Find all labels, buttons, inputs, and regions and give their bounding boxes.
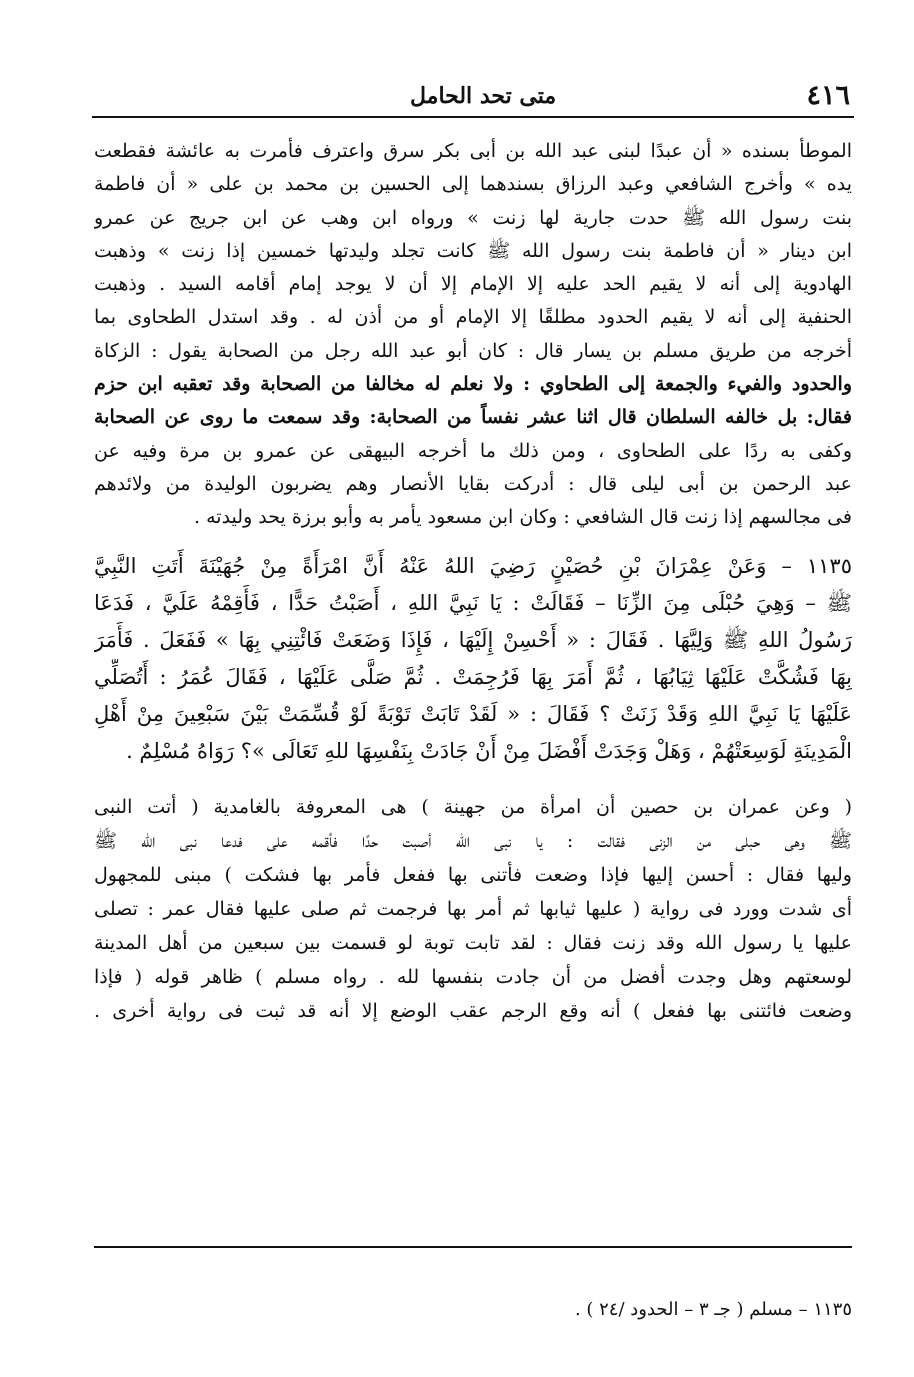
text-line: يده » وأخرج الشافعي وعبد الرزاق بسندهما إلى الحسين بن محمد بن على « أن فاطمة: [94, 173, 852, 196]
text-line: أخرجه من طريق مسلم بن يسار قال : كان أبو عبد الله رجل من الصحابة يقول : الزكاة: [94, 339, 852, 362]
footnote: ١١٣٥ – مسلم ( جـ ٣ – الحدود /٢٤ ) .: [574, 1299, 852, 1320]
text-line: فى مجالسهم إذا زنت قال الشافعي : وكان ابن مسعود يأمر به وأبو برزة يحد وليدته .: [194, 506, 852, 529]
text-line: فقال: بل خالفه السلطان قال اثنا عشر نفساً من الصحابة: وقد سمعت ما روى عن الصحابة: [94, 406, 852, 429]
commentary-paragraph: [94, 135, 852, 535]
text-line: وكفى به ردًا على الطحاوى ، ومن ذلك ما أخرجه البيهقى عن عمرو بن مرة وفيه عن: [94, 439, 852, 462]
text-line: الموطأ بسنده « أن عبدًا لبنى عبد الله بن أبى بكر سرق واعترف فأمرت به عائشة فقطعت: [94, 140, 852, 162]
hadith-line: ﷺ – وَهِيَ حُبْلَى مِنَ الزِّنَا – فَقَالَتْ : يَا نَبِيَّ اللهِ ، أَصَبْتُ حَدًّا ، فَأَقِمْهُ عَلَيَّ ، فَدَعَا: [94, 590, 852, 615]
commentary-line: ﷺ وهى حبلى من الزنى فقالت : يا نبى الله أصبت حدًا فأقمه على فدعا نبى الله ﷺ: [94, 829, 852, 852]
footnote-separator: [94, 1246, 852, 1248]
hadith-line: رَسُولُ اللهِ ﷺ وَلِيَّهَا . فَقَالَ : « أَحْسِنْ إِلَيْهَا ، فَإِذَا وَضَعَتْ فَائْتِنِي بِهَا » فَفَعَلَ . فَأَمَرَ: [94, 627, 852, 652]
commentary-line: عليها يا رسول الله وقد زنت فقال : لقد تابت توبة لو قسمت بين سبعين من أهل المدينة: [94, 931, 852, 954]
hadith-line: ١١٣٥ – وَعَنْ عِمْرَانَ بْنِ حُصَيْنٍ رَضِيَ اللهُ عَنْهُ أَنَّ امْرَأَةً مِنْ جُهَيْنَةَ أَتَتِ النَّبِيَّ: [94, 553, 852, 578]
hadith-line: الْمَدِينَةِ لَوَسِعَتْهُمْ ، وَهَلْ وَجَدَتْ أَفْضَلَ مِنْ أَنْ جَادَتْ بِنَفْسِهَا للهِ تَعَالَى »؟ رَوَاهُ مُسْلِمٌ .: [126, 738, 852, 763]
page-header: [92, 66, 854, 118]
commentary-line: ( وعن عمران بن حصين أن امرأة من جهينة ) هى المعروفة بالغامدية ( أتت النبى: [94, 795, 852, 818]
commentary-line: لوسعتهم وهل وجدت أفضل من أن جادت بنفسها لله . رواه مسلم ) ظاهر قوله ( فإذا: [94, 965, 852, 988]
commentary-line: وضعت فائتنى بها ففعل ) أنه وقع الرجم عقب الوضع إلا أنه قد ثبت فى رواية أخرى .: [94, 999, 852, 1022]
text-line: بنت رسول الله ﷺ حدت جارية لها زنت » ورواه ابن وهب عن ابن جريج عن عمرو: [94, 206, 852, 229]
page-body: [94, 135, 852, 1028]
text-line: ابن دينار « أن فاطمة بنت رسول الله ﷺ كانت تجلد وليدتها خمسين إذا زنت » وذهبت: [94, 239, 852, 262]
text-line: والحدود والفيء والجمعة إلى الطحاوي : ولا نعلم له مخالفا من الصحابة وقد تعقبه ابن حزم: [94, 373, 852, 396]
hadith-line: بِهَا فَشُكَّتْ عَلَيْهَا ثِيَابُهَا ، ثُمَّ أَمَرَ بِهَا فَرُجِمَتْ . ثُمَّ صَلَّى عَلَيْهَا ، فَقَالَ عُمَرُ : أَتُصَلِّي: [94, 664, 852, 689]
text-line: الحنفية إلى أنه لا يقيم الحدود مطلقًا إلا الإمام أو من أذن له . وقد استدل الطحاوى بما: [94, 306, 852, 329]
hadith-line: عَلَيْهَا يَا نَبِيَّ اللهِ وَقَدْ زَنَتْ ؟ فَقَالَ : « لَقَدْ تَابَتْ تَوْبَةً لَوْ قُسِّمَتْ بَيْنَ سَبْعِينَ مِنْ أَهْلِ: [94, 701, 852, 726]
text-line: عبد الرحمن بن أبى ليلى قال : أدركت بقايا الأنصار وهم يضربون الوليدة من ولائدهم: [94, 472, 852, 495]
page-number: ٤١٦: [806, 80, 850, 111]
text-line: الهادوية إلى أنه لا يقيم الحد عليه إلا الإمام إلا أن لا يوجد إمام أقامه السيد . وذهبت: [94, 273, 852, 296]
hadith-commentary: [94, 790, 852, 1028]
commentary-line: أى شدت وورد فى رواية ( عليها ثيابها ثم أمر بها فرجمت ثم صلى عليها فقال عمر : تصلى: [94, 897, 852, 920]
running-title: متى تحد الحامل: [410, 83, 557, 109]
hadith-text: [94, 548, 852, 770]
commentary-line: وليها فقال : أحسن إليها فإذا وضعت فأتنى بها ففعل فأمر بها فشكت ) مبنى للمجهول: [94, 863, 852, 886]
